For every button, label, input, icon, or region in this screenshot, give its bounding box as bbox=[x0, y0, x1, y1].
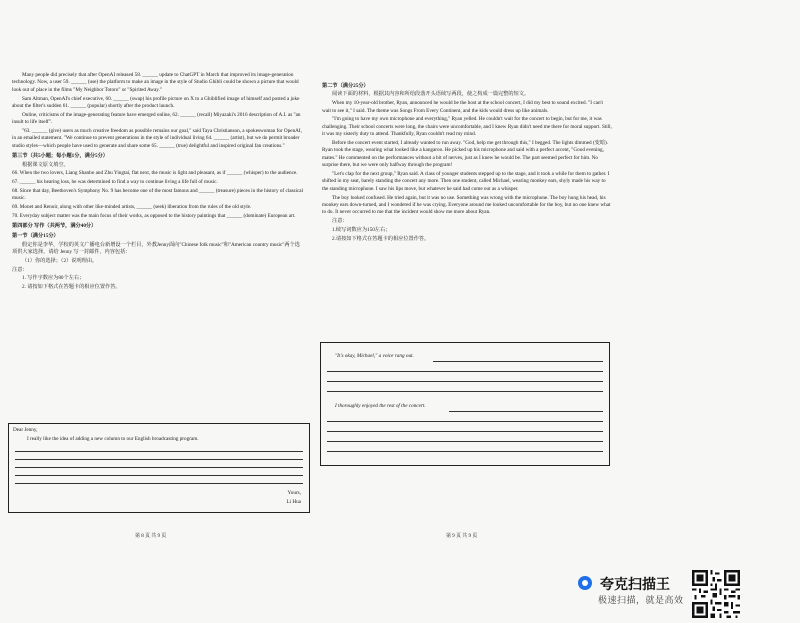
writing-line bbox=[15, 483, 303, 484]
part4-title: 第四部分 写作（共两节，满分40分） bbox=[12, 222, 97, 229]
page-footer: 第 9 页 共 9 页 bbox=[446, 534, 478, 539]
writing-line bbox=[15, 467, 303, 468]
note-item: 2. 请按如下格式在答题卡的相应位置作答。 bbox=[22, 284, 121, 291]
section2-instruction: 阅读下面的材料，根据其内容和所给段落开头语续写两段，使之构成一篇完整的短文。 bbox=[332, 91, 530, 98]
writing-line bbox=[327, 441, 603, 442]
writing-line bbox=[433, 361, 603, 362]
left-page-text bbox=[12, 72, 304, 293]
writing-line bbox=[327, 421, 603, 422]
letter-answer-box bbox=[8, 423, 310, 513]
question-item: 68. Since that day, Beethoven's Symphony No. 9 has become one of the most famous and ______ (treasure) pieces in the history of classical music. bbox=[12, 187, 304, 202]
writing-line bbox=[449, 411, 603, 412]
passage-paragraph: "63. ______ (give) users as much creative freedom as possible remains our goal," said Taya Christianson, a spokeswoman for OpenAI, in an emailed statement. "We continue to prevent generations in the style of individual living 64. ______ (artist), but we do permit broader studio styles—which people have used to generate and share some 65. ______ (true) delightful and inspired original fan creations." bbox=[12, 128, 302, 149]
question-item: 70. Everyday subject matter was the main focus of their works, as opposed to the history paintings that ______ (dominate) European art. bbox=[12, 212, 296, 219]
letter-salutation: Dear Jenny, bbox=[13, 427, 38, 433]
section3-title: 第三节（共5小题；每小题1分，满分5分） bbox=[12, 152, 108, 159]
story-paragraph: When my 10-year-old brother, Ryan, announced he would be the host at the school concert, I did my best to sound excited. "I can't wait to see it," I said. The theme was Songs From Every Continent, and the kids would dress up like animals. bbox=[322, 100, 603, 114]
letter-opening: I really like the idea of adding a new column to our English broadcasting program. bbox=[27, 436, 199, 442]
continuation-answer-box bbox=[320, 342, 610, 466]
writing-line bbox=[15, 451, 303, 452]
writing-line bbox=[15, 475, 303, 476]
quark-logo-icon bbox=[578, 576, 592, 590]
part4-section1-points: （1）你的选择；（2）说明理由。 bbox=[22, 257, 98, 264]
writing-line bbox=[15, 459, 303, 460]
note-item: 2.请按如下格式在答题卡的相应位置作答。 bbox=[332, 235, 430, 242]
writing-line bbox=[327, 431, 603, 432]
writing-line bbox=[327, 371, 603, 372]
story-paragraph: The boy looked confused. He tried again, but it was no use. Something was wrong with the microphone. The boy hung his head, his monkey ears down-turned, and I wondered if he was crying. Everyone around me looked uncomfortable for the boy, but no one knew what to do. It never occurred to me that the incident would show me more about Ryan. bbox=[322, 194, 611, 216]
question-item: 67. ______ his hearing loss, he was determined to find a way to continue living a life full of music. bbox=[12, 179, 218, 186]
section3-instruction: 根据课文原文填空。 bbox=[22, 161, 69, 168]
question-item: 66. When the two lovers, Liang Shanbo and Zhu Yingtai, flat next, the music is light and pleasant, as if ______ (whisper) to the audience. bbox=[12, 170, 298, 177]
story-paragraph: "Let's clap for the next group," Ryan said. A class of younger students stepped up to the stage, and it took a while for them to gather. I shifted in my seat, barely standing the concert any more. Then one student, called Michael, wearing monkey ears, shyly made his way to the standing microphone. I saw his lips move, but whatever he said had come out as a whisper. bbox=[322, 170, 610, 192]
writing-line bbox=[327, 391, 603, 392]
story-paragraph: Before the concert event started, I already wanted to run away. "God, help me get through this," I begged. The lights dimmed (变暗). Ryan took the stage, wearing what looked like a kangaroo. He picked up his microphone and said with a perfect accent, "Good evening, mates." He commented on the performances without a bit of nerves, just as I knew he would be. The part seemed perfect for him. No surprise there, but we were only halfway through the program! bbox=[322, 139, 609, 169]
brand-name: 夸克扫描王 bbox=[600, 577, 670, 593]
writing-line bbox=[327, 381, 603, 382]
story-paragraph: "I'm going to have my own microphone and everything," Ryan yelled. He couldn't wait for the concert to begin, but for me, it was challenging. Their school concerts were long, the chairs were uncomfortable, and I knew Ryan didn't need me there for moral support. Still, it was my sisterly duty to attend. Thankfully, Ryan couldn't read my mind. bbox=[322, 116, 612, 138]
page-footer: 第 8 页 共 9 页 bbox=[135, 534, 167, 539]
continuation-prompt-1: "It's okay, Michael," a voice rang out. bbox=[335, 353, 414, 359]
notes-label: 注意： bbox=[332, 218, 348, 225]
letter-signature: Li Hua bbox=[286, 499, 301, 505]
brand-slogan: 极速扫描，就是高效 bbox=[598, 596, 684, 606]
right-page-text bbox=[322, 80, 612, 245]
part4-section1-text: 假定你是李华，学校的英文广播电台新增设一个栏目，外教Jenny面向"Chinese folk music"和"American country music"两个选项供大家选择，请给 Jenny 写一封邮件，内容包括： bbox=[12, 241, 300, 255]
section2-title: 第二节（满分25分） bbox=[322, 82, 369, 89]
passage-paragraph: Online, criticisms of the image-generating feature have emerged online, 62. ______ (recall) Miyazaki's 2016 description of A.I. as "an insult to life itself". bbox=[12, 111, 301, 126]
notes-label: 注意： bbox=[12, 266, 28, 273]
right-page bbox=[322, 0, 800, 623]
qr-code-icon bbox=[692, 570, 740, 618]
question-item: 69. Monet and Renoir, along with other like-minded artists, ______ (seek) liberation from the rules of the old style. bbox=[12, 204, 252, 211]
passage-paragraph: Many people did precisely that after OpenAI released 58. ______ update to ChatGPT in March that improved its image-generation technology. Now, a user 59. ______ (use) the platform to make an image in the style of Studio Ghibli could be shown a picture that would look out of place in the films "My Neighbor Totoro" or "Spirited Away." bbox=[12, 72, 299, 93]
note-item: 1. 写作字数应为80个左右； bbox=[22, 275, 85, 282]
continuation-prompt-2: I thoroughly enjoyed the rest of the concert. bbox=[335, 403, 426, 409]
part4-section1-title: 第一节（满分15分） bbox=[12, 232, 59, 239]
note-item: 1.续写词数应为150左右； bbox=[332, 226, 391, 233]
letter-closing: Yours, bbox=[287, 490, 301, 496]
writing-line bbox=[327, 451, 603, 452]
passage-paragraph: Sam Altman, OpenAI's chief executive, 60. ______ (swap) his profile picture on X to a Ghiblified image of himself and posted a joke about the filter's sudden 61. ______ (popular) shortly after the product launch. bbox=[12, 95, 300, 110]
